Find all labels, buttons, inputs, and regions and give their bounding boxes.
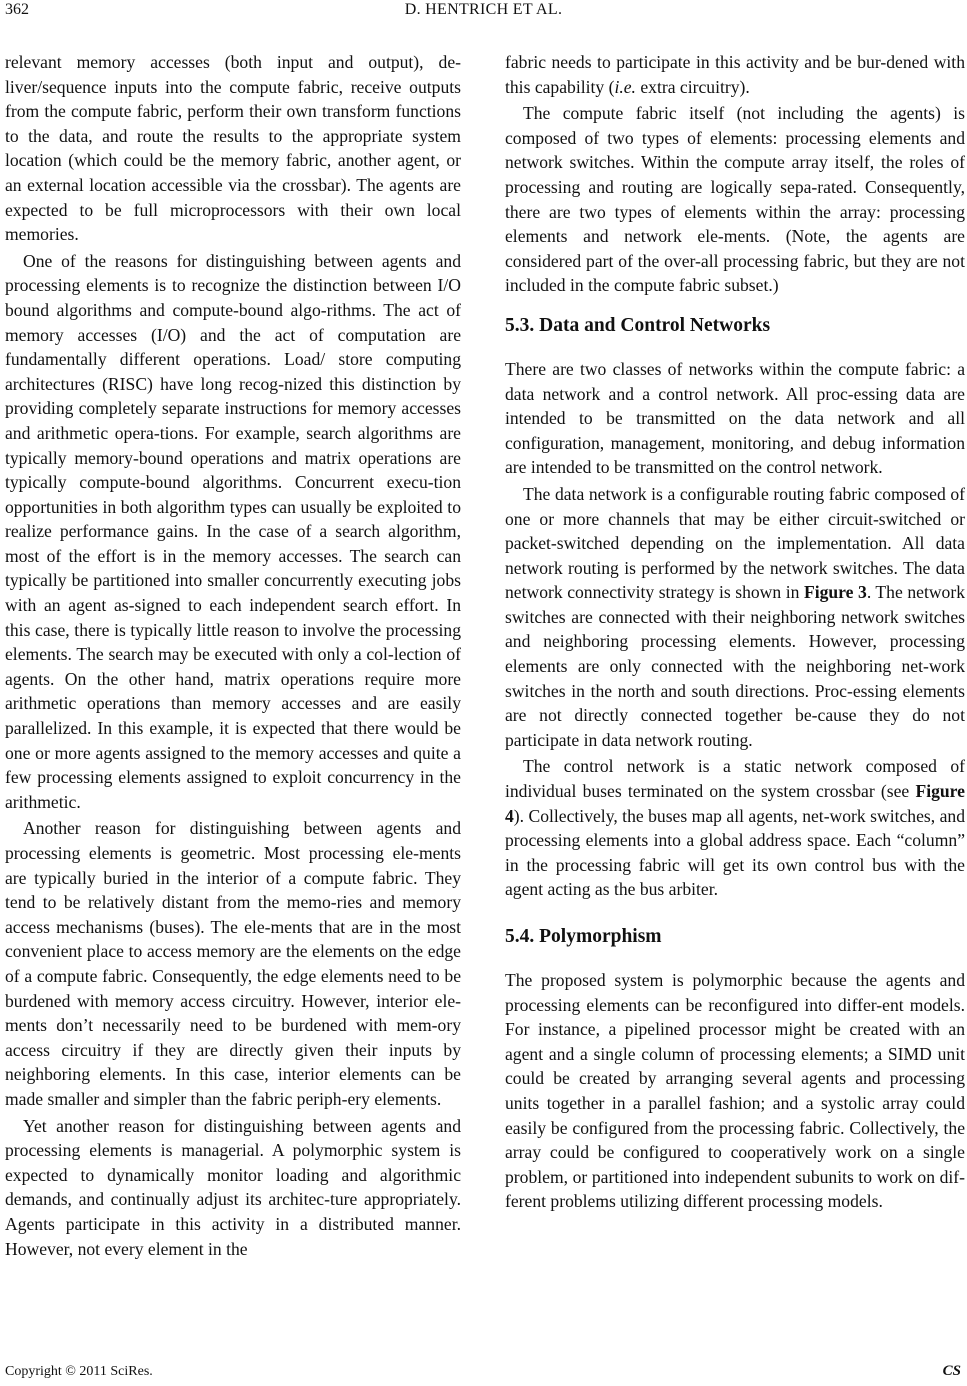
italic-ie: i.e. [614,76,636,97]
figure-reference: Figure 3 [803,582,867,603]
paragraph [505,482,965,753]
paragraph: The compute fabric itself (not including the agents) is composed of two types of elements: processing elements and network switches. Within the compute array itself, the roles of processing and routing are logically sepa-rated. Consequently, there are two types of elements within the array: processing elements and network ele-ments. (Note, the agents are considered part of the over-all processing fabric, but they are not included in the compute fabric subset.) [505,103,965,296]
section-heading-5-3: 5.3. Data and Control Networks [505,314,771,336]
paragraph: One of the reasons for distinguishing between agents and processing elements is to recognize the distinction between I/O bound algorithms and compute-bound algo-rithms. The act of memory accesses (I/O) and the act of computation are fundamentally different operations. Load/ store computing architectures (RISC) have long recog-nized this distinction by providing completely separate instructions for memory accesses and arithmetic opera-tions. For example, search algorithms are typically memory-bound operations and matrix operations are typically compute-bound algorithms. Concurrent execu-tion opportunities in both algorithm types can usually be exploited to realize performance gains. In the case of a search algorithm, most of the effort is in the memory accesses. The search can typically be partitioned into smaller concurrently executing jobs with an agent as-signed to each independent search effort. In this case, there is typically little reason to involve the processing elements. The search may be executed with only a col-lection of agents. On the other hand, matrix operations require more arithmetic operations than memory accesses and are easily parallelized. In this example, it is expected that there would be one or more agents assigned to the memory accesses and quite a few processing elements assigned to exploit concurrency in the arithmetic. [5,250,461,812]
text-run: . The network switches are connected with their neighboring network switches and neighboring processing elements. However, processing elements are only connected with the neighboring net-work switches in the north and south directions. Proc-essing elements are not directly connected together be-cause they do not participate in data network routing. [505,582,965,750]
footer-journal: CS [942,1363,961,1379]
right-column [505,50,965,1214]
paragraph: The proposed system is polymorphic because the agents and processing elements can be reconfigured into differ-ent models. For instance, a pipelined processor might be created with an agent and a single column of processing elements; a SIMD unit could be created by arranging several agents and processing units together in a parallel fashion; and a systolic array could easily be configured from the processing fabric. Collectively, the array could be configured to cooperatively work on a single problem, or partitioned into independent subunits to work on dif-ferent problems utilizing different processing models. [505,970,965,1212]
text-run: extra circuitry). [635,76,750,97]
paragraph: There are two classes of networks within the compute fabric: a data network and a control network. All proc-essing data are intended to be transmitted on the data network and all configuration, management, monitoring, and debug information are intended to be transmitted on the control network. [505,358,965,478]
paragraph: relevant memory accesses (both input and output), de-liver/sequence inputs into the compute fabric, receive outputs from the compute fabric, perform their own transform functions to the data, and route the results to the appropriate system location (which could be the memory fabric, another agent, or an external location accessible via the crossbar). The agents are expected to be full microprocessors with their own local memories. [5,52,461,245]
footer-copyright: Copyright © 2011 SciRes. [5,1364,153,1379]
left-column [5,50,461,1261]
paragraph [505,754,965,902]
paragraph: Yet another reason for distinguishing between agents and processing elements is managerial. A polymorphic system is expected to dynamically monitor loading and algorithmic demands, and continually adjust its architec-ture appropriately. Agents participate in this activity in a distributed manner. However, not every element in the [5,1115,461,1259]
figure-reference: Figure 4 [505,781,965,826]
paragraph: Another reason for distinguishing between agents and processing elements is geometric. Most processing ele-ments are typically buried in the interior of a compute fabric. They tend to be relatively distant from the memo-ries and memory access mechanisms (buses). The ele-ments that are in the most convenient place to access memory are the elements on the edge of a compute fabric. Consequently, the edge elements need to be burdened with memory access circuitry. However, interior ele-ments don’t necessarily need to be burdened with mem-ory access circuitry if they are directly given their inputs by neighboring elements. In this case, interior elements can be made smaller and simpler than the fabric periph-ery elements. [5,818,461,1109]
text-run: The data network is a configurable routing fabric composed of one or more channels that may be either circuit-switched or packet-switched depending on the implementation. All data network routing is performed by the network switches. The data network connectivity strategy is shown in [505,483,965,603]
section-heading-5-4: 5.4. Polymorphism [505,926,662,947]
text-run: ). Collectively, the buses map all agents, net-work switches, and processing elements into a global address space. Each “column” in the processing fabric will get its own control bus with the agent acting as the bus arbiter. [505,805,965,900]
text-run: fabric needs to participate in this activity and be bur-dened with this capability ( [505,52,965,97]
paragraph [505,50,965,99]
page-number: 362 [5,1,29,18]
running-head: D. HENTRICH ET AL. [404,1,563,18]
text-run: The control network is a static network composed of individual buses terminated on the system crossbar (see [505,756,965,802]
